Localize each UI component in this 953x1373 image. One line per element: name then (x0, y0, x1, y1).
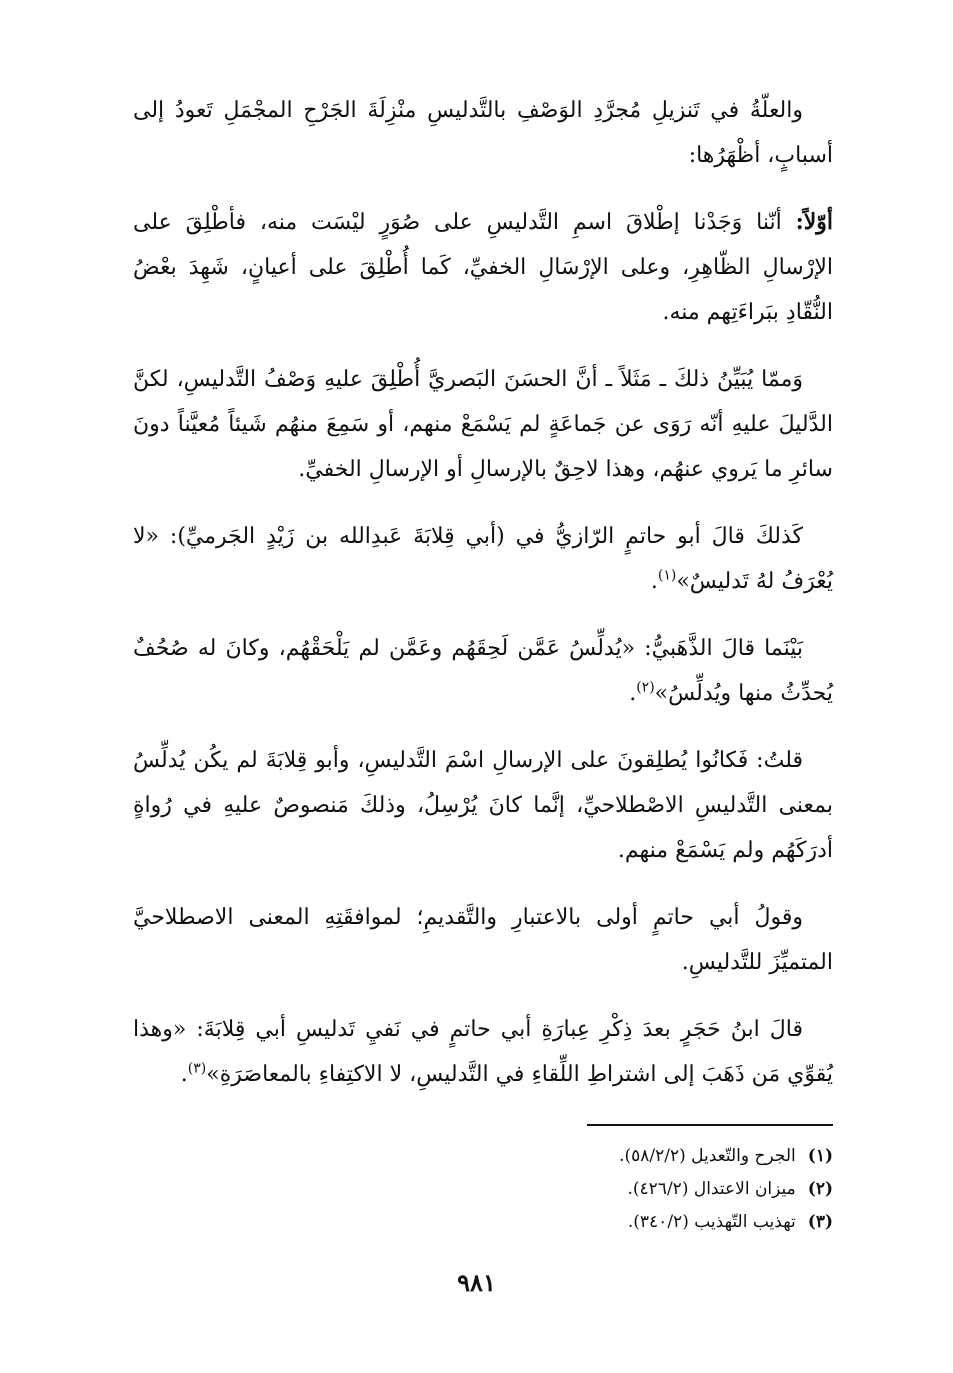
paragraph-6 (133, 738, 833, 873)
main-text (133, 88, 833, 1119)
paragraph-5-tail: . (629, 681, 637, 706)
paragraph-6-text: قلتُ: فَكانُوا يُطلِقونَ على الإرسالِ اسْمَ التَّدليسِ، وأبو قِلابَةَ لم يكُن يُدلِّسُ بمعنى التَّدليسِ الاصْطلاحيِّ، إنَّما كانَ يُرْسِلُ، وذلكَ مَنصوصٌ عليهِ في رُواةٍ أدرَكَهُم ولم يَسْمَعْ منهم. (133, 748, 833, 863)
footnote-1-text: الجرح والتّعديل (٥٨/٢/٢). (619, 1146, 796, 1166)
paragraph-8-text: قالَ ابنُ حَجَرٍ بعدَ ذِكْرِ عِبارَةِ أبي حاتمٍ في نَفيِ تَدليسِ أبي قِلابَةَ: «وهذا يُقوِّي مَن ذَهَبَ إلى اشتراطِ اللِّقاءِ في التَّدليسِ، لا الاكتِفاءِ بالمعاصَرَةِ» (133, 1017, 833, 1087)
footnote-ref-2: (٢) (636, 679, 655, 696)
paragraph-4-text: كَذلكَ قالَ أبو حاتمٍ الرّازيُّ في (أبي قِلابَةَ عَبدِالله بن زَيْدٍ الجَرميِّ): «لا يُعْرَفُ لهُ تَدليسٌ» (133, 524, 833, 594)
footnote-1 (133, 1140, 833, 1173)
paragraph-4 (133, 514, 833, 604)
paragraph-3 (133, 357, 833, 492)
footnote-2-number: (٢) (807, 1179, 833, 1199)
footnote-3-number: (٣) (807, 1212, 833, 1232)
paragraph-7 (133, 895, 833, 985)
footnote-2 (133, 1173, 833, 1206)
footnote-ref-3: (٣) (187, 1060, 207, 1077)
footnote-3 (133, 1206, 833, 1239)
paragraph-7-text: وقولُ أبي حاتمٍ أولى بالاعتبارِ والتَّقديمِ؛ لموافقَتِهِ المعنى الاصطلاحيَّ المتميِّزَ للتَّدليسِ. (133, 905, 833, 975)
paragraph-2 (133, 200, 833, 335)
paragraph-4-tail: . (650, 569, 658, 594)
paragraph-3-text: وَممّا يُبَيِّنُ ذلكَ ـ مَثَلاً ـ أنَّ الحسَنَ البَصريَّ أُطْلِقَ عليهِ وَصْفُ التَّدليسِ، لكنَّ الدَّليلَ عليهِ أنّه رَوَى عن جَماعَةٍ لم يَسْمَعْ منهم، أو سَمِعَ منهُم شَيئاً مُعيَّناً دونَ سائرِ ما يَروي عنهُم، وهذا لاحِقٌ بالإرسالِ أو الإرسالِ الخفيِّ. (133, 367, 833, 482)
footnote-ref-1: (١) (657, 567, 677, 584)
paragraph-1-text: والعلّةُ في تَنزيلِ مُجرَّدِ الوَصْفِ بالتَّدليسِ منْزِلَةَ الجَرْحِ المجْمَلِ تَعودُ إلى أسبابٍ، أظْهَرُها: (133, 98, 833, 168)
footnote-separator (587, 1124, 833, 1126)
footnote-3-text: تهذيب التّهذيب (٣٤٠/٢). (627, 1212, 796, 1232)
paragraph-8-tail: . (180, 1062, 188, 1087)
page-number: ٩٨١ (457, 1268, 496, 1297)
footnote-1-number: (١) (807, 1146, 833, 1166)
footnotes (133, 1140, 833, 1239)
paragraph-5-text: بَيْنَما قالَ الذَّهَبيُّ: «يُدلِّسُ عَمَّن لَحِقَهُم وعَمَّن لم يَلْحَقْهُم، وكانَ له صُحُفٌ يُحدِّثُ منها ويُدلِّسُ» (133, 636, 833, 706)
paragraph-5 (133, 626, 833, 716)
paragraph-2-lead: أوّلاً: (795, 209, 833, 235)
paragraph-8 (133, 1007, 833, 1097)
paragraph-2-text: أنّنا وَجَدْنا إطْلاقَ اسمِ التَّدليسِ على صُوَرٍ ليْسَت منه، فأطْلِقَ على الإرْسالِ الظّاهِرِ، وعلى الإرْسَالِ الخفيِّ، كَما أُطْلِقَ على أعيانٍ، شَهِدَ بعْضُ النُّقّادِ ببَراءَتِهم منه. (133, 210, 833, 325)
paragraph-1 (133, 88, 833, 178)
footnote-2-text: ميزان الاعتدال (٤٢٦/٢). (627, 1179, 796, 1199)
